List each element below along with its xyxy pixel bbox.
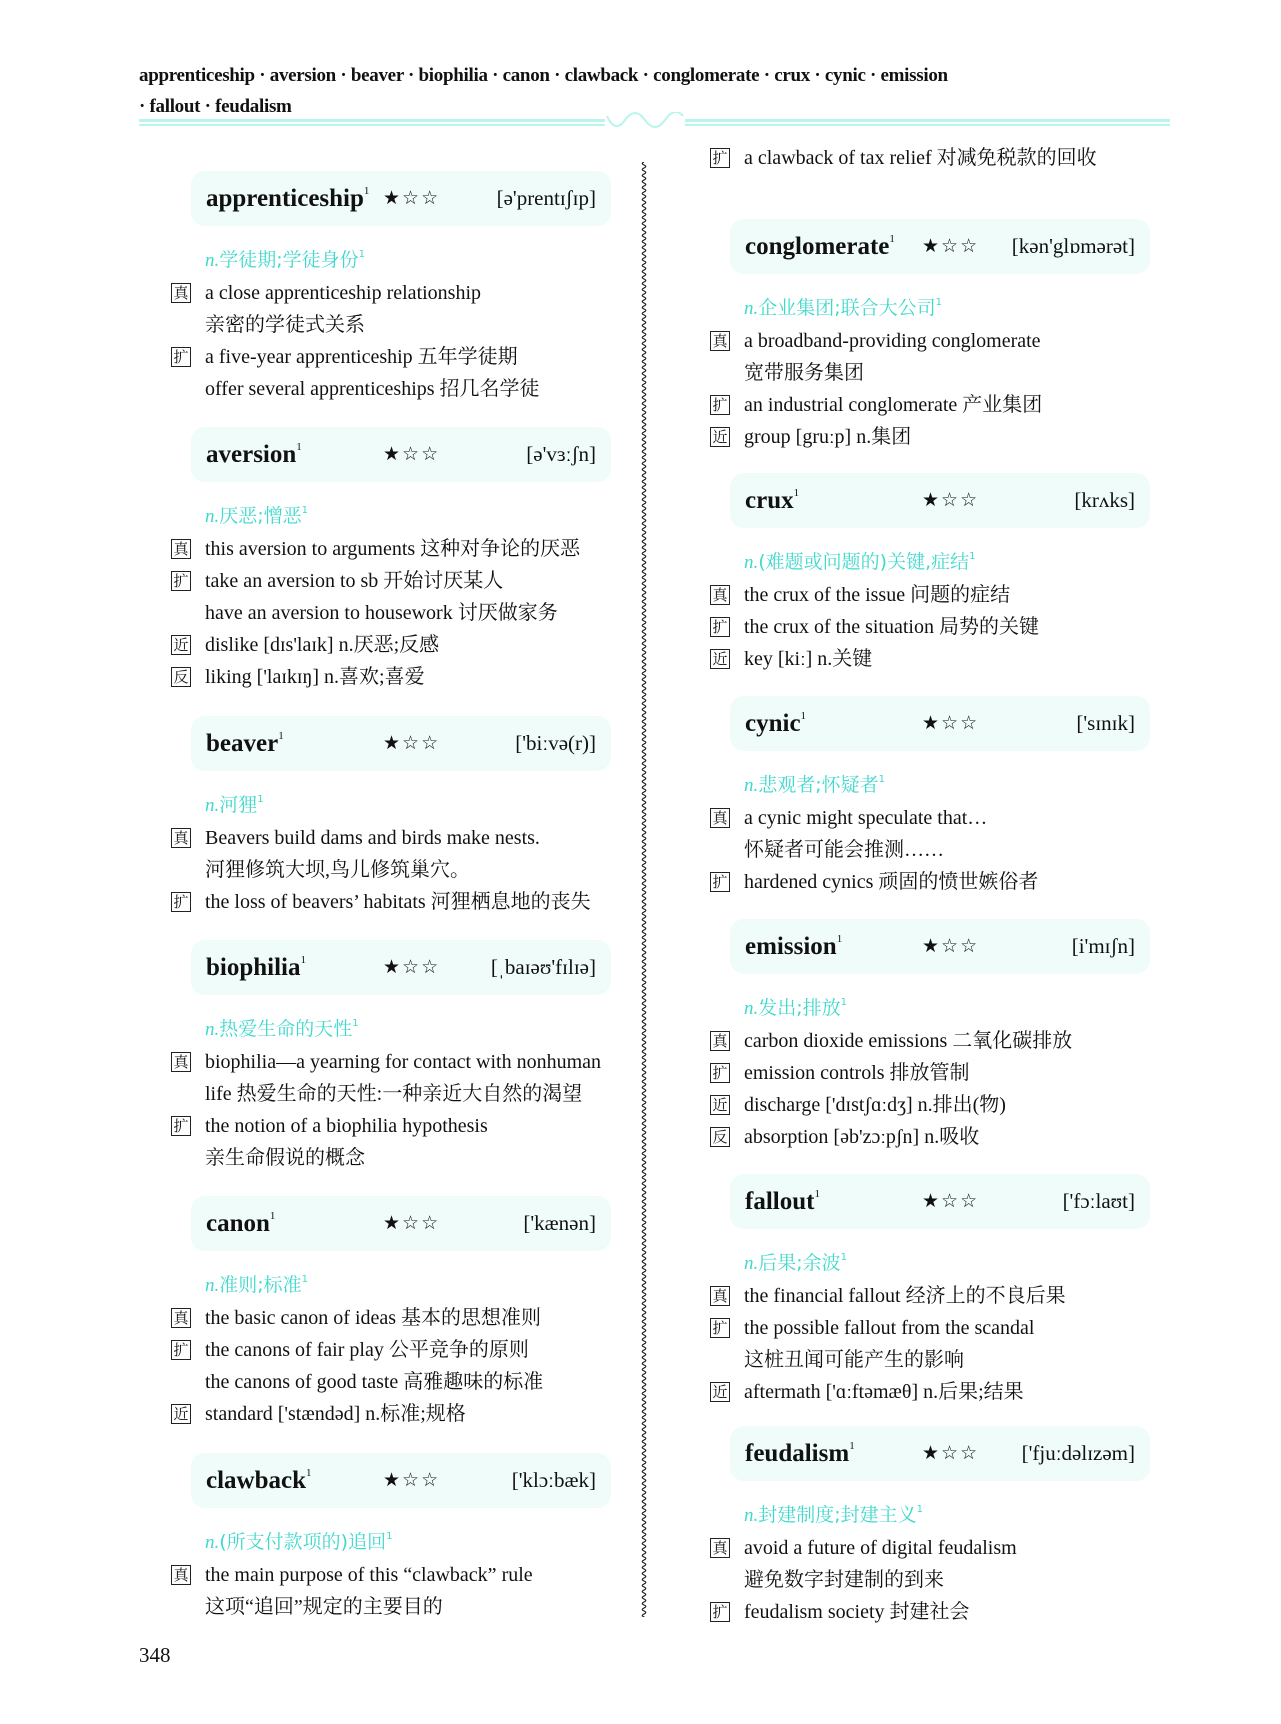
example-text: a five-year apprenticeship 五年学徒期 xyxy=(205,346,518,368)
meaning xyxy=(191,784,611,822)
example-tag-synonym: 近 xyxy=(171,1404,191,1424)
example-tag-extend: 扩 xyxy=(171,347,191,367)
phonetic: [ə'vɜːʃn] xyxy=(526,442,596,466)
headword xyxy=(206,1467,371,1495)
frequency-superscript: 1 xyxy=(296,440,302,453)
headword xyxy=(206,1210,371,1238)
meaning-superscript: 1 xyxy=(878,774,886,785)
entry-header xyxy=(191,940,611,995)
page-number: 348 xyxy=(139,1643,171,1667)
star-rating-icon: ★☆☆ xyxy=(922,1443,980,1464)
example-line xyxy=(173,277,611,309)
headword xyxy=(206,185,371,213)
star-rating-icon: ★☆☆ xyxy=(383,957,441,978)
example-text: 河狸修筑大坝,鸟儿修筑巢穴。 xyxy=(205,859,470,881)
example-tag-extend: 扩 xyxy=(710,872,730,892)
headword-text: emission xyxy=(745,932,837,960)
example-line xyxy=(712,1057,1150,1089)
example-line xyxy=(712,1089,1150,1121)
example-text: the loss of beavers’ habitats 河狸栖息地的丧失 xyxy=(205,891,591,913)
example-text: Beavers build dams and birds make nests. xyxy=(205,827,540,849)
entry-canon xyxy=(173,1196,611,1430)
frequency-superscript: 1 xyxy=(836,932,843,945)
part-of-speech: n. xyxy=(205,1532,220,1553)
entry-clawback xyxy=(173,1453,611,1623)
example-text: the main purpose of this “clawback” rule xyxy=(205,1564,533,1586)
example-text: key [kiː] n.关键 xyxy=(744,648,873,670)
entry-body xyxy=(173,495,611,693)
example-line xyxy=(173,822,611,854)
entry-header xyxy=(730,1426,1150,1481)
example-line xyxy=(191,373,611,405)
meaning xyxy=(730,1242,1150,1280)
example-tag-real: 真 xyxy=(710,808,730,828)
headword-text: apprenticeship xyxy=(206,184,364,212)
example-tag-real: 真 xyxy=(171,828,191,848)
phonetic: [ə'prentɪʃɪp] xyxy=(496,186,596,210)
example-tag-synonym: 近 xyxy=(710,427,730,447)
headword xyxy=(206,730,371,758)
frequency-superscript: 1 xyxy=(814,1187,820,1200)
example-line xyxy=(712,421,1150,453)
example-tag-real: 真 xyxy=(710,585,730,605)
phonetic: [ˌbaɪəʊ'fɪlɪə] xyxy=(490,955,596,979)
example-tag-extend: 扩 xyxy=(171,571,191,591)
meaning-text: 悲观者;怀疑者 xyxy=(758,774,879,796)
example-tag-real: 真 xyxy=(171,1565,191,1585)
entry-header xyxy=(730,473,1150,528)
phonetic: ['klɔːbæk] xyxy=(511,1468,596,1492)
entry-header xyxy=(730,219,1150,274)
example-tag-synonym: 近 xyxy=(171,635,191,655)
example-text: 这项“追回”规定的主要目的 xyxy=(205,1596,443,1618)
example-line xyxy=(173,341,611,373)
star-rating-icon: ★☆☆ xyxy=(922,1191,980,1212)
header-ornament-icon xyxy=(605,112,685,132)
example-tag-extend: 扩 xyxy=(710,148,730,168)
example-text: the notion of a biophilia hypothesis xyxy=(205,1115,488,1137)
entry-header xyxy=(730,919,1150,974)
example-text: standard ['stændəd] n.标准;规格 xyxy=(205,1403,466,1425)
meaning-text: 发出;排放 xyxy=(758,997,841,1019)
star-rating-icon: ★☆☆ xyxy=(383,1213,441,1234)
example-text: avoid a future of digital feudalism xyxy=(744,1537,1017,1559)
headword xyxy=(206,441,371,469)
example-line xyxy=(712,1596,1150,1628)
meaning-text: 封建制度;封建主义 xyxy=(758,1504,917,1526)
meaning-superscript: 1 xyxy=(386,1531,393,1542)
column-divider xyxy=(636,162,652,1617)
example-line xyxy=(712,1312,1150,1344)
meaning-superscript: 1 xyxy=(301,1274,309,1285)
meaning xyxy=(730,287,1150,325)
wavy-divider-line xyxy=(642,162,645,1617)
example-tag-real: 真 xyxy=(710,1538,730,1558)
meaning-superscript: 1 xyxy=(352,1018,359,1029)
example-line xyxy=(712,1376,1150,1408)
example-text: 怀疑者可能会推测…… xyxy=(744,839,944,861)
example-text: offer several apprenticeships 招几名学徒 xyxy=(205,378,540,400)
meaning-text: 热爱生命的天性 xyxy=(219,1018,353,1040)
meaning-superscript: 1 xyxy=(969,551,976,562)
example-text: life 热爱生命的天性:一种亲近大自然的渴望 xyxy=(205,1083,583,1105)
example-text: the crux of the situation 局势的关键 xyxy=(744,616,1039,638)
example-line xyxy=(173,1398,611,1430)
example-tag-extend: 扩 xyxy=(710,395,730,415)
example-tag-antonym: 反 xyxy=(710,1127,730,1147)
entry-apprenticeship xyxy=(173,171,611,405)
example-line xyxy=(191,1142,611,1174)
example-text: the basic canon of ideas 基本的思想准则 xyxy=(205,1307,542,1329)
frequency-superscript: 1 xyxy=(306,1466,312,1479)
headword-text: canon xyxy=(206,1209,270,1237)
example-line xyxy=(712,802,1150,834)
headword-text: aversion xyxy=(206,440,297,468)
frequency-superscript: 1 xyxy=(363,184,370,197)
frequency-superscript: 1 xyxy=(793,486,800,499)
example-text: dislike [dɪs'laɪk] n.厌恶;反感 xyxy=(205,634,440,656)
example-line xyxy=(173,661,611,693)
example-tag-real: 真 xyxy=(171,283,191,303)
headword xyxy=(745,933,910,961)
example-line xyxy=(173,629,611,661)
example-text: 宽带服务集团 xyxy=(744,362,864,384)
example-text: discharge ['dɪstʃɑːdʒ] n.排出(物) xyxy=(744,1094,1006,1116)
example-line xyxy=(712,1532,1150,1564)
star-rating-icon: ★☆☆ xyxy=(383,1470,441,1491)
meaning-superscript: 1 xyxy=(916,1504,924,1515)
example-text: 亲密的学徒式关系 xyxy=(205,314,365,336)
part-of-speech: n. xyxy=(205,795,220,816)
phonetic: [krʌks] xyxy=(1074,488,1135,512)
example-line xyxy=(730,357,1150,389)
entry-conglomerate xyxy=(712,219,1150,453)
example-line xyxy=(712,1280,1150,1312)
part-of-speech: n. xyxy=(205,506,220,527)
example-text: 这桩丑闻可能产生的影响 xyxy=(744,1349,964,1371)
example-text: the financial fallout 经济上的不良后果 xyxy=(744,1285,1066,1307)
headword-text: beaver xyxy=(206,729,279,757)
star-rating-icon: ★☆☆ xyxy=(383,733,441,754)
part-of-speech: n. xyxy=(205,1019,220,1040)
part-of-speech: n. xyxy=(744,1253,759,1274)
entry-beaver xyxy=(173,716,611,918)
example-line xyxy=(173,1110,611,1142)
example-tag-real: 真 xyxy=(171,539,191,559)
phonetic: ['kænən] xyxy=(523,1211,596,1235)
headword xyxy=(745,233,910,261)
part-of-speech: n. xyxy=(744,998,759,1019)
example-text: hardened cynics 顽固的愤世嫉俗者 xyxy=(744,871,1039,893)
star-rating-icon: ★☆☆ xyxy=(383,444,441,465)
example-line xyxy=(191,1078,611,1110)
meaning-text: 后果;余波 xyxy=(758,1252,841,1274)
example-line xyxy=(730,1564,1150,1596)
entry-header xyxy=(191,427,611,482)
star-rating-icon: ★☆☆ xyxy=(922,236,980,257)
example-line xyxy=(712,611,1150,643)
frequency-superscript: 1 xyxy=(300,953,306,966)
entry-body xyxy=(173,1521,611,1623)
clawback-continuation xyxy=(712,142,1150,174)
headword xyxy=(745,710,910,738)
example-tag-extend: 扩 xyxy=(171,1116,191,1136)
part-of-speech: n. xyxy=(744,775,759,796)
example-tag-extend: 扩 xyxy=(171,892,191,912)
example-line xyxy=(173,1334,611,1366)
headword-text: crux xyxy=(745,486,794,514)
example-line xyxy=(730,834,1150,866)
example-tag-synonym: 近 xyxy=(710,1382,730,1402)
entry-cynic xyxy=(712,696,1150,898)
entry-header xyxy=(730,696,1150,751)
meaning-superscript: 1 xyxy=(935,297,943,308)
meaning xyxy=(730,1494,1150,1532)
example-text: a close apprenticeship relationship xyxy=(205,282,482,304)
example-text: absorption [əb'zɔːpʃn] n.吸收 xyxy=(744,1126,980,1148)
example-tag-real: 真 xyxy=(710,1286,730,1306)
example-text: emission controls 排放管制 xyxy=(744,1062,970,1084)
entry-body xyxy=(173,239,611,405)
entry-aversion xyxy=(173,427,611,693)
example-line xyxy=(712,142,1150,174)
headword-index-line-2: · fallout · feudalism xyxy=(139,96,292,117)
entry-header xyxy=(191,716,611,771)
example-line xyxy=(173,1046,611,1078)
part-of-speech: n. xyxy=(744,552,759,573)
example-line xyxy=(173,565,611,597)
example-text: the possible fallout from the scandal xyxy=(744,1317,1035,1339)
example-text: have an aversion to housework 讨厌做家务 xyxy=(205,602,558,624)
headword-index-line-1: apprenticeship · aversion · beaver · biophilia · canon · clawback · conglomerate · crux · cynic · emission xyxy=(139,65,948,86)
example-line xyxy=(712,643,1150,675)
example-line xyxy=(712,325,1150,357)
headword-text: fallout xyxy=(745,1187,815,1215)
example-line xyxy=(712,1121,1150,1153)
example-tag-synonym: 近 xyxy=(710,649,730,669)
meaning xyxy=(730,541,1150,579)
entry-feudalism xyxy=(712,1426,1150,1628)
entry-body xyxy=(173,1264,611,1430)
example-line xyxy=(173,886,611,918)
meaning-text: (难题或问题的)关键,症结 xyxy=(758,551,970,573)
example-line xyxy=(173,1302,611,1334)
example-tag-real: 真 xyxy=(710,1031,730,1051)
star-rating-icon: ★☆☆ xyxy=(922,490,980,511)
entry-body xyxy=(173,784,611,918)
entry-header xyxy=(730,1174,1150,1229)
meaning-superscript: 1 xyxy=(257,794,264,805)
example-tag-antonym: 反 xyxy=(171,667,191,687)
meaning xyxy=(730,987,1150,1025)
example-line xyxy=(191,309,611,341)
example-text: 亲生命假说的概念 xyxy=(205,1147,365,1169)
example-line xyxy=(191,1591,611,1623)
entry-header xyxy=(191,1196,611,1251)
example-tag-extend: 扩 xyxy=(710,617,730,637)
meaning xyxy=(191,1264,611,1302)
entry-body xyxy=(712,764,1150,898)
entry-body xyxy=(712,1242,1150,1408)
entry-crux xyxy=(712,473,1150,675)
part-of-speech: n. xyxy=(205,250,220,271)
star-rating-icon: ★☆☆ xyxy=(383,188,441,209)
example-line xyxy=(191,854,611,886)
meaning xyxy=(191,1008,611,1046)
part-of-speech: n. xyxy=(744,298,759,319)
entry-emission xyxy=(712,919,1150,1153)
entry-body xyxy=(712,541,1150,675)
meaning-superscript: 1 xyxy=(358,249,366,260)
example-line xyxy=(173,1559,611,1591)
frequency-superscript: 1 xyxy=(800,709,807,722)
meaning-text: 准则;标准 xyxy=(219,1274,302,1296)
headword-text: clawback xyxy=(206,1466,306,1494)
meaning xyxy=(191,495,611,533)
example-text: a broadband-providing conglomerate xyxy=(744,330,1041,352)
headword xyxy=(745,1440,910,1468)
example-line xyxy=(191,1366,611,1398)
part-of-speech: n. xyxy=(205,1275,220,1296)
example-tag-real: 真 xyxy=(171,1052,191,1072)
example-text: this aversion to arguments 这种对争论的厌恶 xyxy=(205,538,581,560)
example-text: take an aversion to sb 开始讨厌某人 xyxy=(205,570,504,592)
meaning-text: (所支付款项的)追回 xyxy=(219,1531,387,1553)
example-text: biophilia—a yearning for contact with nonhuman xyxy=(205,1051,602,1073)
entry-biophilia xyxy=(173,940,611,1174)
example-line xyxy=(173,533,611,565)
example-tag-extend: 扩 xyxy=(710,1602,730,1622)
entry-body xyxy=(712,287,1150,453)
phonetic: [i'mɪʃn] xyxy=(1071,934,1135,958)
example-text: 避免数字封建制的到来 xyxy=(744,1569,944,1591)
entry-fallout xyxy=(712,1174,1150,1408)
example-line xyxy=(712,389,1150,421)
example-text: an industrial conglomerate 产业集团 xyxy=(744,394,1043,416)
example-text: liking ['laɪkɪŋ] n.喜欢;喜爱 xyxy=(205,666,425,688)
phonetic: ['fjuːdəlɪzəm] xyxy=(1021,1441,1135,1465)
example-line xyxy=(712,579,1150,611)
headword-text: conglomerate xyxy=(745,232,890,260)
phonetic: ['biːvə(r)] xyxy=(515,731,596,755)
headword xyxy=(745,487,910,515)
headword xyxy=(745,1188,910,1216)
headword-text: feudalism xyxy=(745,1439,850,1467)
meaning-text: 学徒期;学徒身份 xyxy=(219,249,359,271)
example-text: a clawback of tax relief 对减免税款的回收 xyxy=(744,147,1097,169)
phonetic: ['fɔːlaʊt] xyxy=(1062,1189,1135,1213)
example-text: the canons of fair play 公平竞争的原则 xyxy=(205,1339,529,1361)
example-tag-real: 真 xyxy=(171,1308,191,1328)
frequency-superscript: 1 xyxy=(849,1439,855,1452)
headword-text: biophilia xyxy=(206,953,301,981)
example-line xyxy=(712,1025,1150,1057)
meaning xyxy=(191,239,611,277)
frequency-superscript: 1 xyxy=(269,1209,276,1222)
example-line xyxy=(191,597,611,629)
example-text: the canons of good taste 高雅趣味的标准 xyxy=(205,1371,544,1393)
star-rating-icon: ★☆☆ xyxy=(922,936,980,957)
example-text: the crux of the issue 问题的症结 xyxy=(744,584,1011,606)
example-text: feudalism society 封建社会 xyxy=(744,1601,970,1623)
example-tag-extend: 扩 xyxy=(171,1340,191,1360)
part-of-speech: n. xyxy=(744,1505,759,1526)
example-tag-extend: 扩 xyxy=(710,1318,730,1338)
meaning-text: 厌恶;憎恶 xyxy=(219,505,302,527)
example-text: a cynic might speculate that… xyxy=(744,807,988,829)
entry-header xyxy=(191,171,611,226)
example-line xyxy=(730,1344,1150,1376)
headword-text: cynic xyxy=(745,709,801,737)
frequency-superscript: 1 xyxy=(278,729,284,742)
example-tag-real: 真 xyxy=(710,331,730,351)
meaning-superscript: 1 xyxy=(840,997,848,1008)
entry-header xyxy=(191,1453,611,1508)
meaning-superscript: 1 xyxy=(301,505,309,516)
example-text: carbon dioxide emissions 二氧化碳排放 xyxy=(744,1030,1073,1052)
entry-body xyxy=(712,1494,1150,1628)
entry-body xyxy=(712,987,1150,1153)
meaning xyxy=(730,764,1150,802)
example-text: group [gruːp] n.集团 xyxy=(744,426,912,448)
example-line xyxy=(712,866,1150,898)
star-rating-icon: ★☆☆ xyxy=(922,713,980,734)
frequency-superscript: 1 xyxy=(889,232,895,245)
meaning-text: 企业集团;联合大公司 xyxy=(758,297,936,319)
meaning xyxy=(191,1521,611,1559)
meaning-superscript: 1 xyxy=(840,1252,848,1263)
entry-body xyxy=(173,1008,611,1174)
example-tag-synonym: 近 xyxy=(710,1095,730,1115)
headword xyxy=(206,954,371,982)
example-tag-extend: 扩 xyxy=(710,1063,730,1083)
phonetic: [kən'glɒmərət] xyxy=(1011,234,1135,258)
phonetic: ['sɪnɪk] xyxy=(1076,711,1135,735)
meaning-text: 河狸 xyxy=(219,794,258,816)
example-text: aftermath ['ɑːftəmæθ] n.后果;结果 xyxy=(744,1381,1024,1403)
